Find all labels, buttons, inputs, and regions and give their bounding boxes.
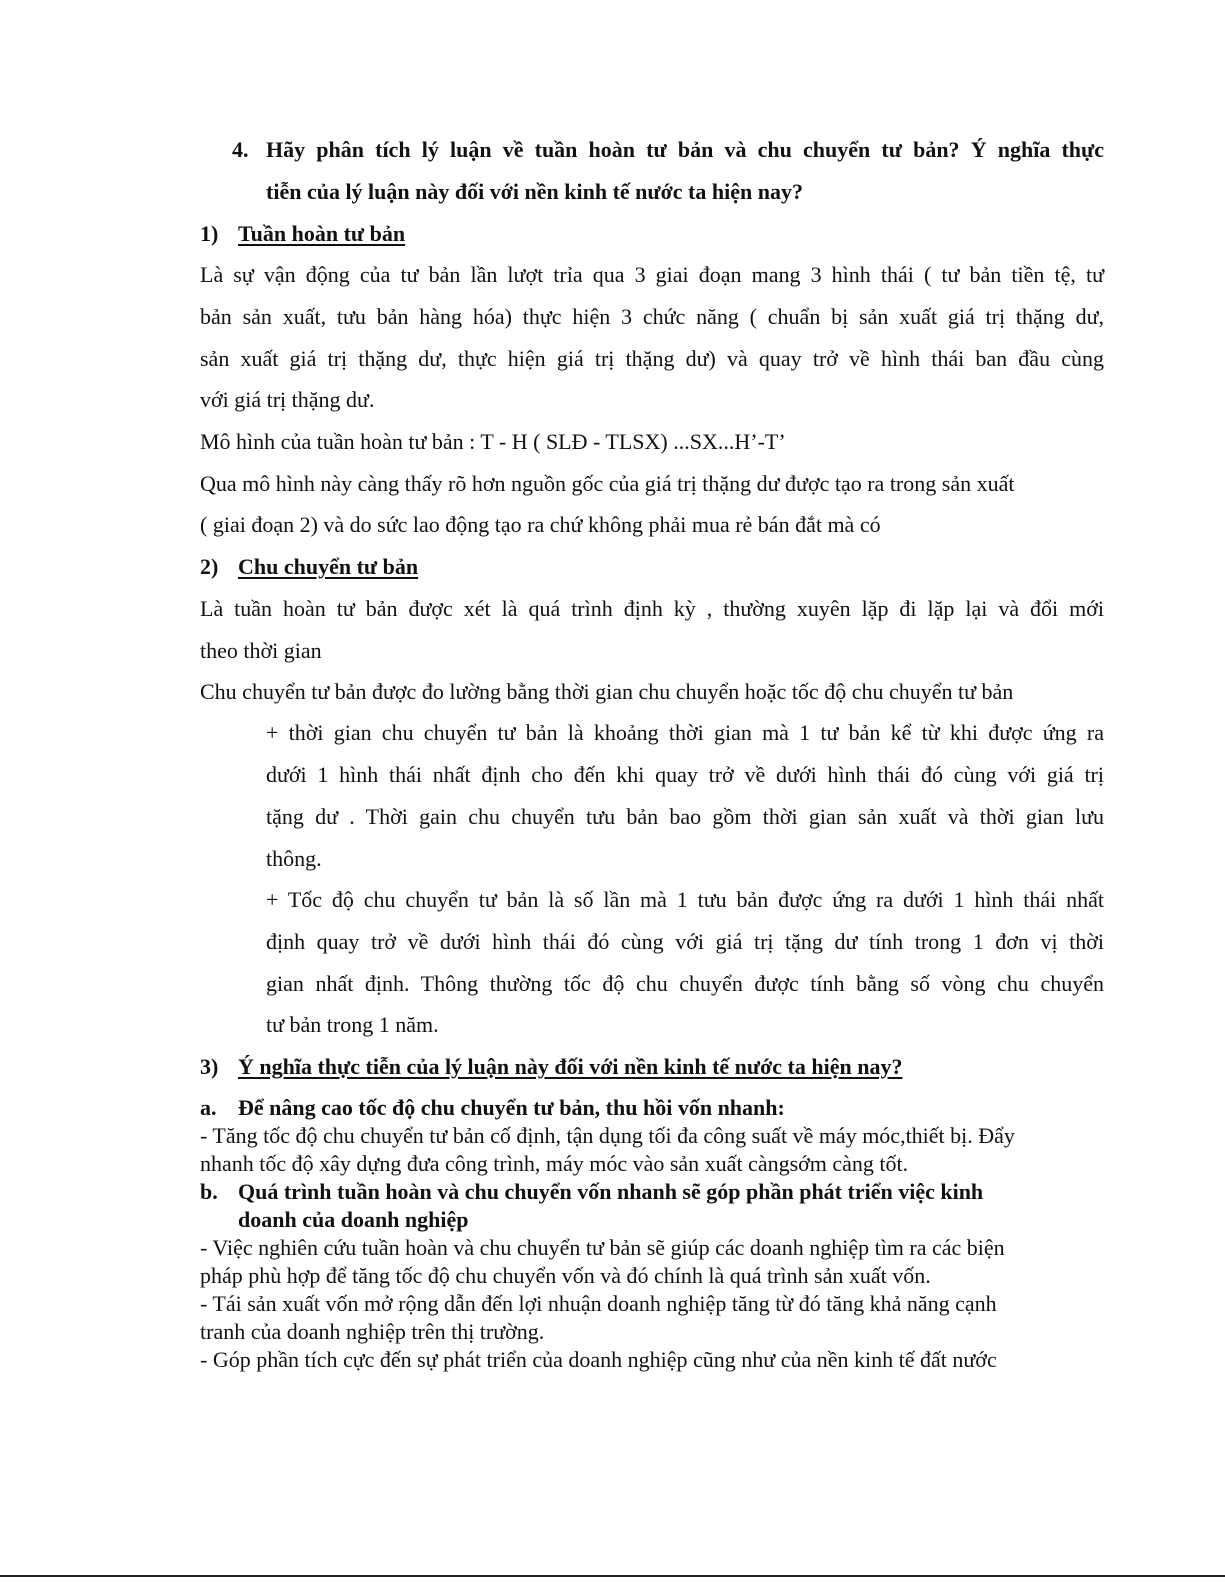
question-title-line-2: tiễn của lý luận này đối với nền kinh tế nước ta hiện nay?: [266, 179, 803, 204]
paragraph-line: - Góp phần tích cực đến sự phát triển của doanh nghiệp cũng như của nền kinh tế đất nước: [200, 1347, 997, 1372]
subsection-b-label: b.: [200, 1179, 218, 1204]
paragraph-line: ( giai đoạn 2) và do sức lao động tạo ra chứ không phải mua rẻ bán đắt mà có: [200, 512, 881, 537]
paragraph-line: - Tăng tốc độ chu chuyển tư bản cố định, tận dụng tối đa công suất về máy móc,thiết bị. Đẩy: [200, 1123, 1015, 1148]
bullet-line: tặng dư . Thời gain chu chuyển tưu bản bao gồm thời gian sản xuất và thời gian lưu: [266, 804, 1104, 829]
paragraph-line: Là tuần hoàn tư bản được xét là quá trình định kỳ , thường xuyên lặp đi lặp lại và đổi mới: [200, 596, 1104, 621]
subsection-a-title: Để nâng cao tốc độ chu chuyển tư bản, thu hồi vốn nhanh:: [238, 1095, 785, 1120]
bullet-line: tư bản trong 1 năm.: [266, 1012, 439, 1037]
bullet-line: gian nhất định. Thông thường tốc độ chu chuyển được tính bằng số vòng chu chuyển: [266, 971, 1104, 996]
question-number: 4.: [232, 137, 249, 162]
section-2-heading: [200, 554, 418, 580]
subsection-a-label: a.: [200, 1095, 217, 1120]
question-title-line-1: Hãy phân tích lý luận về tuần hoàn tư bản và chu chuyển tư bản? Ý nghĩa thực: [266, 137, 1104, 162]
paragraph-line: tranh của doanh nghiệp trên thị trường.: [200, 1319, 545, 1344]
bullet-line: dưới 1 hình thái nhất định cho đến khi quay trở về dưới hình thái đó cùng với giá trị: [266, 762, 1104, 787]
subsection-b-title-cont: doanh của doanh nghiệp: [238, 1207, 469, 1232]
section-1-heading: [200, 221, 405, 247]
paragraph-line: - Tái sản xuất vốn mở rộng dẫn đến lợi nhuận doanh nghiệp tăng từ đó tăng khả năng cạnh: [200, 1291, 997, 1316]
paragraph-line: theo thời gian: [200, 638, 322, 663]
paragraph-line: nhanh tốc độ xây dựng đưa công trình, máy móc vào sản xuất càngsớm càng tốt.: [200, 1151, 909, 1176]
subsection-a-heading: [200, 1095, 785, 1121]
section-1-title: Tuần hoàn tư bản: [238, 221, 406, 246]
section-3-number: 3): [200, 1054, 219, 1079]
section-3-title: Ý nghĩa thực tiễn của lý luận này đối với nền kinh tế nước ta hiện nay?: [238, 1054, 903, 1079]
paragraph-line: - Việc nghiên cứu tuần hoàn và chu chuyển tư bản sẽ giúp các doanh nghiệp tìm ra các biện: [200, 1235, 1005, 1260]
paragraph-line: bản sản xuất, tưu bản hàng hóa) thực hiện 3 chức năng ( chuẩn bị sản xuất giá trị thặng dư,: [200, 304, 1104, 329]
paragraph-line: Qua mô hình này càng thấy rõ hơn nguồn gốc của giá trị thặng dư được tạo ra trong sản xuất: [200, 471, 1015, 496]
bullet-line: + thời gian chu chuyển tư bản là khoảng thời gian mà 1 tư bản kể từ khi được ứng ra: [266, 720, 1104, 745]
subsection-b-title: Quá trình tuần hoàn và chu chuyển vốn nhanh sẽ góp phần phát triển việc kinh: [238, 1179, 984, 1204]
bullet-line: định quay trở về dưới hình thái đó cùng với giá trị tặng dư tính trong 1 đơn vị thời: [266, 929, 1104, 954]
bullet-line: + Tốc độ chu chuyển tư bản là số lần mà 1 tưu bản được ứng ra dưới 1 hình thái nhất: [266, 887, 1104, 912]
paragraph-line: Chu chuyển tư bản được đo lường bằng thời gian chu chuyển hoặc tốc độ chu chuyển tư bản: [200, 679, 1014, 704]
section-2-number: 2): [200, 554, 219, 579]
bottom-divider: [0, 1575, 1225, 1577]
section-3-heading: [200, 1054, 902, 1080]
paragraph-line: pháp phù hợp để tăng tốc độ chu chuyển vốn và đó chính là quá trình sản xuất vốn.: [200, 1263, 931, 1288]
subsection-b-heading: [200, 1179, 983, 1205]
bullet-line: thông.: [266, 846, 322, 871]
paragraph-line: Là sự vận động của tư bản lần lượt trỉa qua 3 giai đoạn mang 3 hình thái ( tư bản tiền tệ, tư: [200, 262, 1104, 287]
model-formula: Mô hình của tuần hoàn tư bản : T - H ( SLĐ - TLSX) ...SX...H’-T’: [200, 429, 786, 454]
section-1-number: 1): [200, 221, 219, 246]
paragraph-line: với giá trị thặng dư.: [200, 387, 375, 412]
section-2-title: Chu chuyển tư bản: [238, 554, 419, 579]
paragraph-line: sản xuất giá trị thặng dư, thực hiện giá trị thặng dư) và quay trở về hình thái ban đầu cùng: [200, 346, 1104, 371]
